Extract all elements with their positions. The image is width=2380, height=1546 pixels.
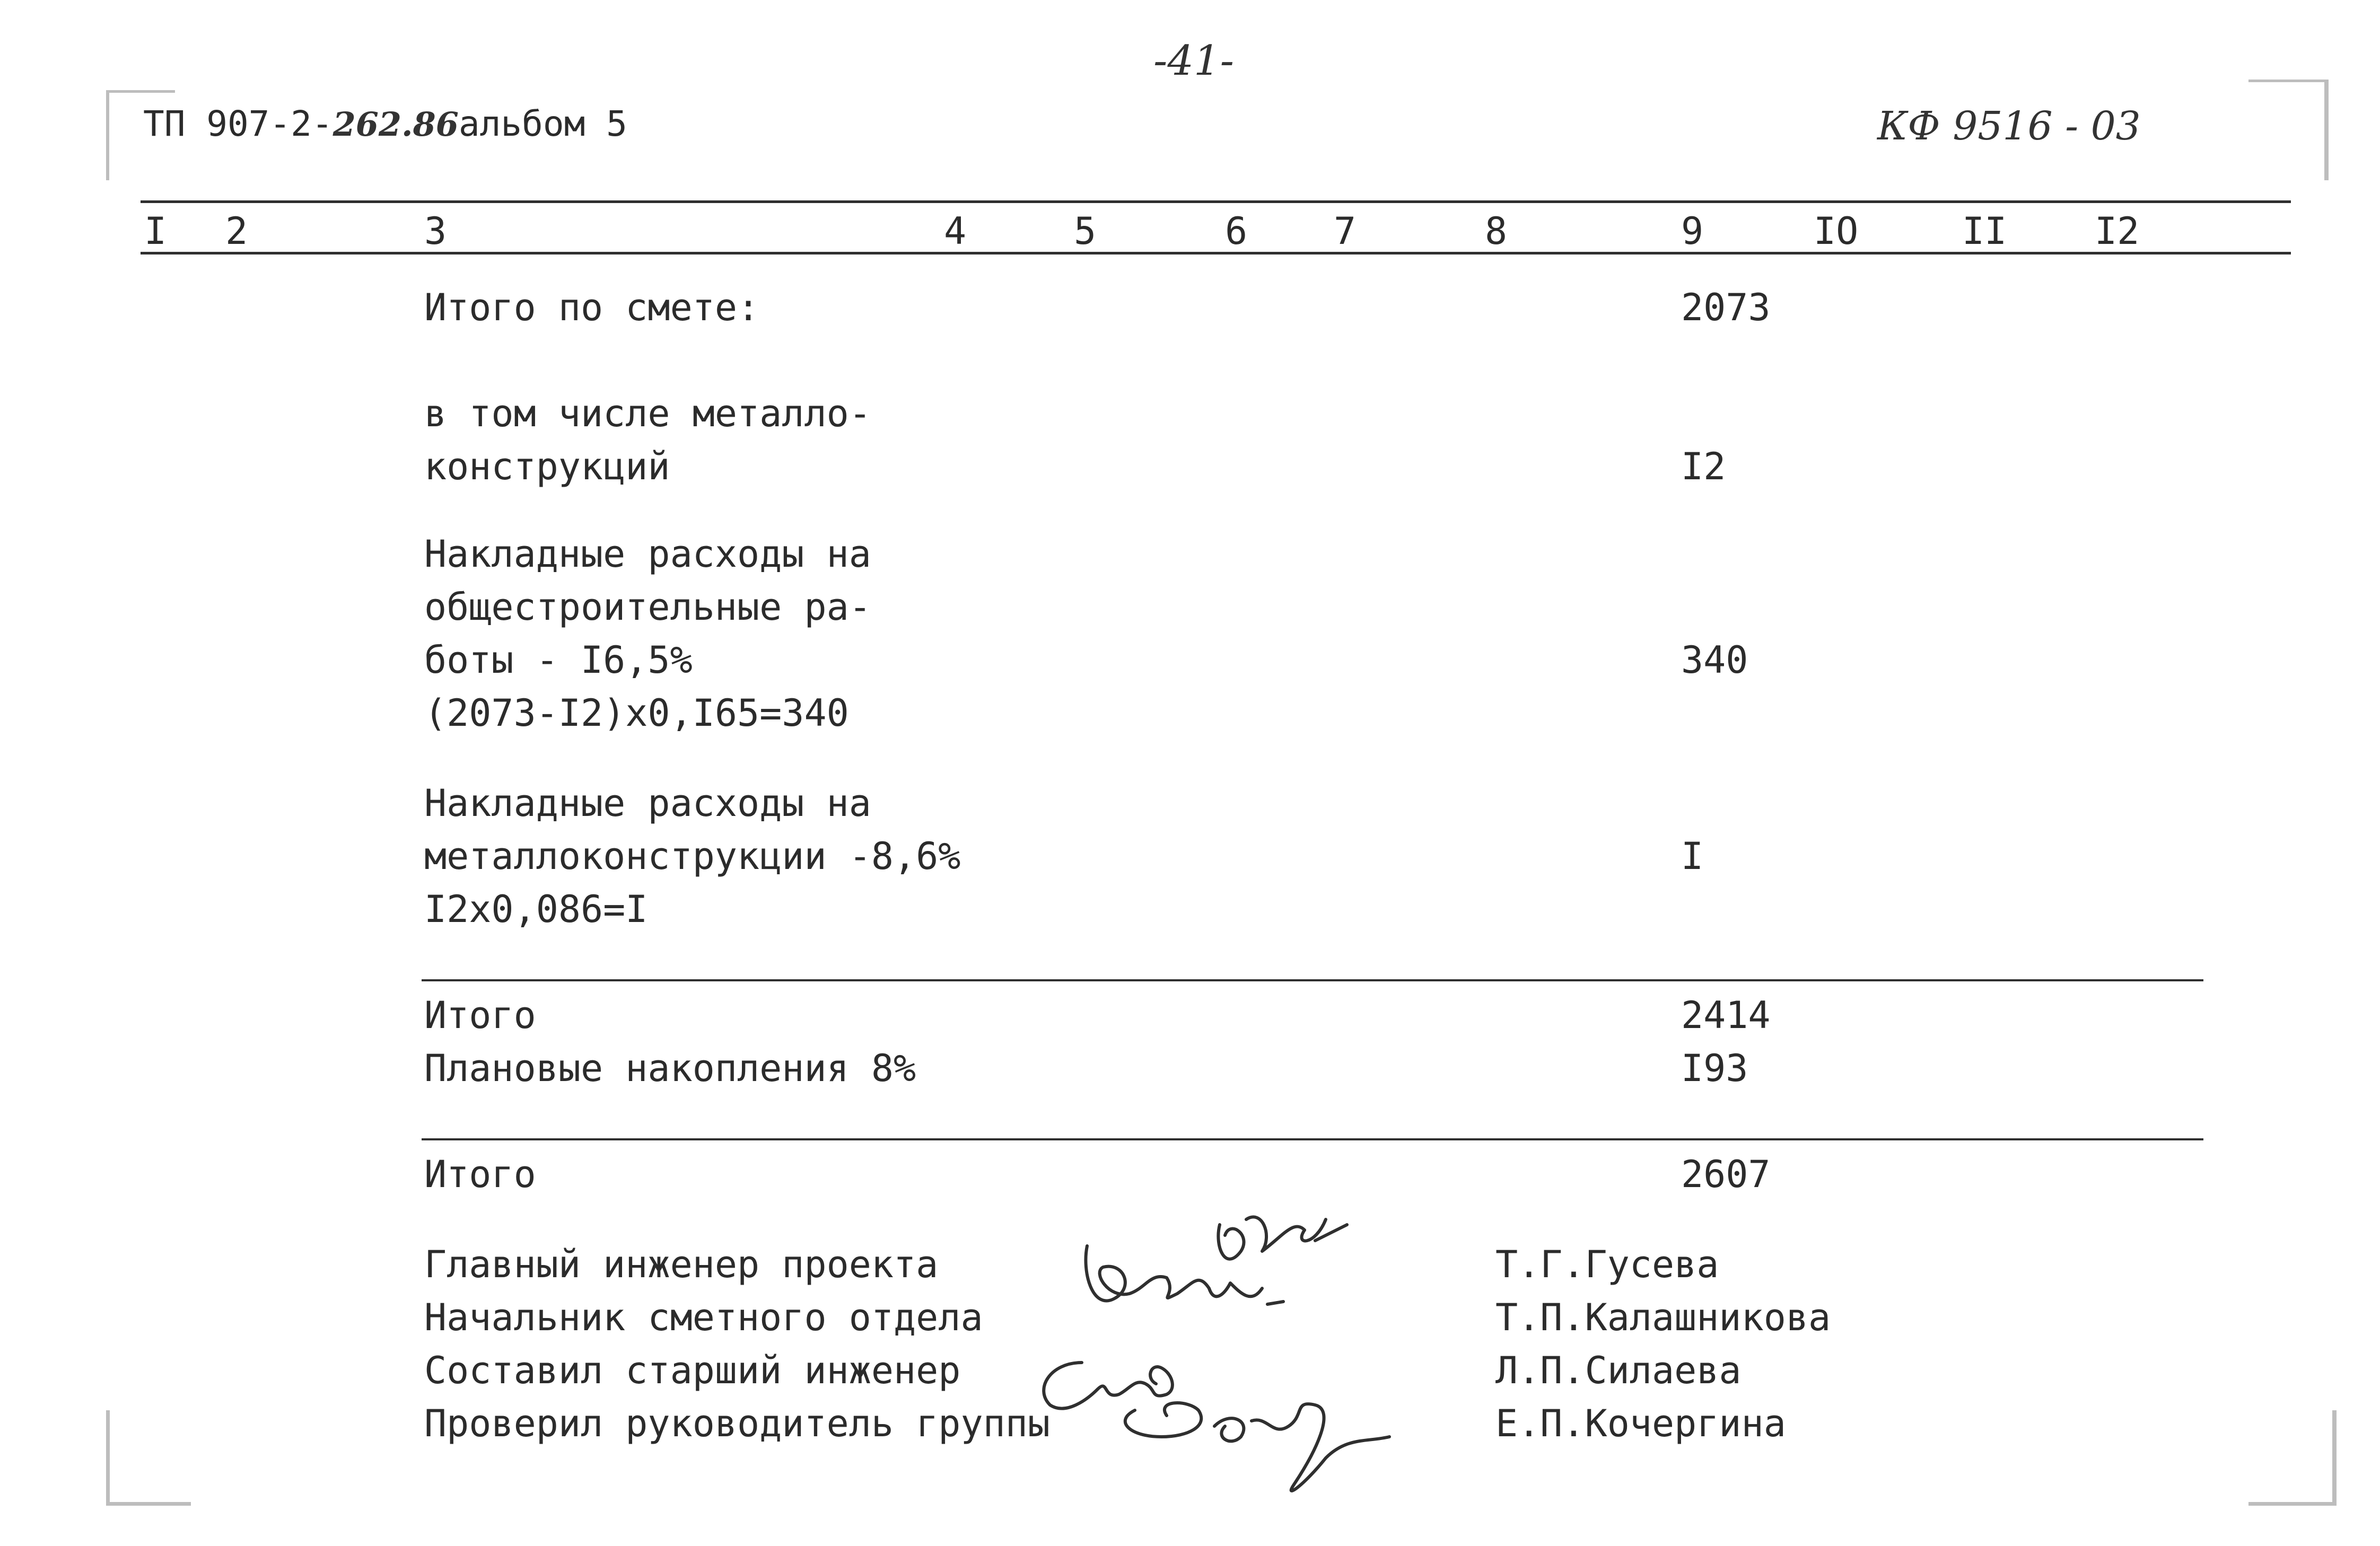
scan-corner-mark bbox=[2332, 1410, 2337, 1506]
row-value: 2607 bbox=[1681, 1153, 1771, 1196]
signature-name: Т.Г.Гусева bbox=[1495, 1243, 1719, 1286]
row-label-line: в том числе металло- bbox=[424, 392, 871, 435]
signature-role: Начальник сметного отдела bbox=[424, 1296, 983, 1339]
page-number: -41- bbox=[1153, 37, 1234, 85]
scan-corner-mark bbox=[106, 90, 175, 93]
row-value: I bbox=[1681, 835, 1704, 878]
signature-roles bbox=[424, 1238, 1050, 1450]
column-number: 7 bbox=[1334, 209, 1357, 253]
row-label-line: (2073-I2)x0,I65=340 bbox=[424, 691, 849, 735]
metal-structures-value bbox=[1681, 440, 1726, 493]
scan-corner-mark bbox=[106, 1410, 110, 1506]
column-number: 9 bbox=[1681, 209, 1704, 253]
scan-corner-mark bbox=[2248, 80, 2328, 82]
subtotal-value bbox=[1681, 989, 1771, 1095]
document-code bbox=[143, 103, 627, 144]
column-number: I bbox=[144, 209, 167, 253]
album-label: альбом 5 bbox=[458, 103, 627, 144]
signature-role: Главный инженер проекта bbox=[424, 1243, 939, 1286]
row-label-line: Итого bbox=[424, 1153, 536, 1196]
signature-name: Т.П.Калашникова bbox=[1495, 1296, 1831, 1339]
subtotal-label bbox=[424, 989, 916, 1095]
row-label-line: Накладные расходы на bbox=[424, 781, 871, 825]
signature-role: Составил старший инженер bbox=[424, 1349, 961, 1392]
row-label-line: конструкций bbox=[424, 445, 670, 488]
overhead-general-value bbox=[1681, 634, 1748, 687]
column-number: 2 bbox=[225, 209, 248, 253]
document-code-prefix: ТП 907-2- bbox=[143, 103, 333, 144]
scan-corner-mark bbox=[2324, 80, 2329, 180]
row-label-line: Накладные расходы на bbox=[424, 532, 871, 576]
row-label-line: Итого по смете: bbox=[424, 286, 760, 329]
column-number: 4 bbox=[944, 209, 967, 253]
signature-stroke bbox=[1086, 1246, 1283, 1304]
sheet-code: КФ 9516 - 03 bbox=[1877, 103, 2141, 149]
signature-stroke bbox=[1125, 1403, 1389, 1491]
totals-rule bbox=[422, 979, 2203, 981]
row-label-line: металлоконструкции -8,6% bbox=[424, 835, 961, 878]
grand-total-rule bbox=[422, 1138, 2203, 1140]
column-number: 3 bbox=[424, 209, 447, 253]
row-value: 2073 bbox=[1681, 286, 1771, 329]
column-number: 8 bbox=[1485, 209, 1508, 253]
document-code-handwritten: 262.86 bbox=[332, 105, 459, 144]
column-number: IO bbox=[1814, 209, 1859, 253]
estimate-total-value bbox=[1681, 281, 1771, 334]
overhead-metal-value bbox=[1681, 830, 1703, 883]
scan-corner-mark bbox=[106, 90, 109, 180]
row-value: I93 bbox=[1681, 1047, 1748, 1090]
signature-role: Проверил руководитель группы bbox=[424, 1402, 1051, 1445]
row-label-line: Плановые накопления 8% bbox=[424, 1047, 916, 1090]
grand-total-label bbox=[424, 1148, 536, 1201]
column-number: I2 bbox=[2095, 209, 2140, 253]
metal-structures-label bbox=[424, 387, 871, 493]
column-number: II bbox=[1962, 209, 2007, 253]
signature-stroke bbox=[1044, 1363, 1172, 1409]
row-value: 2414 bbox=[1681, 994, 1771, 1037]
row-value: 340 bbox=[1681, 638, 1748, 682]
column-number: 5 bbox=[1074, 209, 1097, 253]
column-number: 6 bbox=[1225, 209, 1248, 253]
scan-corner-mark bbox=[2248, 1502, 2337, 1506]
row-value: I2 bbox=[1681, 445, 1726, 488]
signature-names bbox=[1495, 1238, 1831, 1450]
handwritten-signatures bbox=[1018, 1188, 1474, 1516]
header-rule-top bbox=[141, 200, 2291, 203]
overhead-general-label bbox=[424, 528, 871, 740]
estimate-total-label bbox=[424, 281, 759, 334]
row-label-line: Итого bbox=[424, 994, 536, 1037]
scan-corner-mark bbox=[106, 1502, 191, 1506]
row-label-line: общестроительные ра- bbox=[424, 585, 871, 629]
signature-name: Л.П.Силаева bbox=[1495, 1349, 1742, 1392]
signature-stroke bbox=[1218, 1217, 1347, 1259]
overhead-metal-label bbox=[424, 777, 960, 936]
signature-name: Е.П.Кочергина bbox=[1495, 1402, 1786, 1445]
grand-total-value bbox=[1681, 1148, 1771, 1201]
row-label-line: боты - I6,5% bbox=[424, 638, 693, 682]
row-label-line: I2x0,086=I bbox=[424, 888, 648, 931]
